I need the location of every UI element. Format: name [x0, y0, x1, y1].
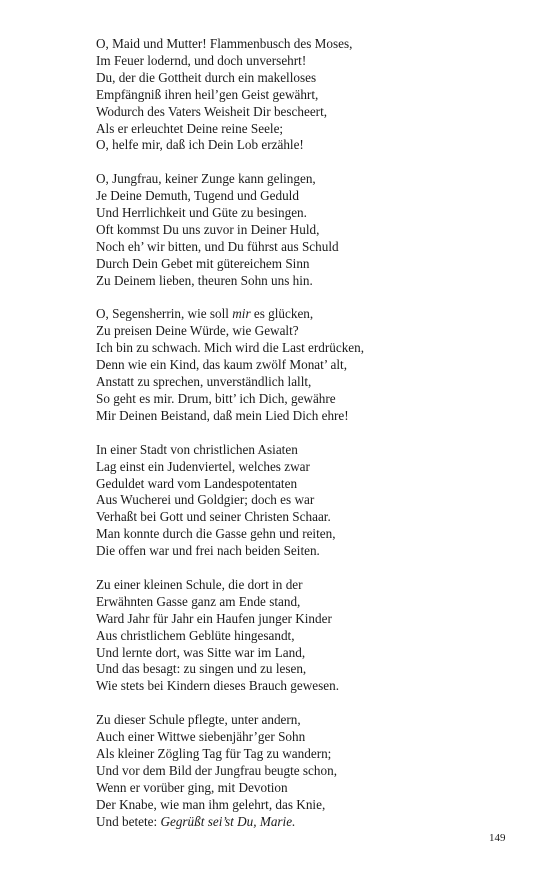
poem-line	[96, 188, 516, 205]
line-text: Empfängniß ihren heil’gen Geist gewährt,	[96, 86, 319, 102]
poem-line	[96, 87, 516, 104]
poem-line	[96, 763, 516, 780]
line-text: Zu einer kleinen Schule, die dort in der	[96, 576, 303, 592]
line-text: Geduldet ward vom Landespotentaten	[96, 475, 298, 491]
poem-line	[96, 408, 516, 425]
poem-line	[96, 104, 516, 121]
poem-line	[96, 594, 516, 611]
poem-text	[96, 36, 516, 831]
poem-line	[96, 53, 516, 70]
poem-line	[96, 340, 516, 357]
poem-line	[96, 171, 516, 188]
poem-line	[96, 780, 516, 797]
poem-line	[96, 492, 516, 509]
line-text: O, Jungfrau, keiner Zunge kann gelingen,	[96, 171, 316, 187]
page-number: 149	[489, 832, 506, 844]
poem-line	[96, 306, 516, 323]
line-text: So geht es mir. Drum, bitt’ ich Dich, gewähre	[96, 391, 336, 406]
line-text: In einer Stadt von christlichen Asiaten	[96, 441, 298, 457]
line-text: Aus Wucherei und Goldgier; doch es war	[96, 492, 315, 508]
line-text: Als er erleuchtet Deine reine Seele;	[96, 120, 284, 136]
poem-line	[96, 256, 516, 273]
line-text: Aus christlichem Geblüte hingesandt,	[96, 627, 295, 643]
poem-line	[96, 442, 516, 459]
poem-line	[96, 205, 516, 222]
poem-line	[96, 577, 516, 594]
line-text: O, Segensherrin, wie soll	[96, 306, 233, 322]
poem-line	[96, 323, 516, 340]
line-text: Zu preisen Deine Würde, wie Gewalt?	[96, 323, 299, 339]
poem-line	[96, 222, 516, 239]
line-text: Denn wie ein Kind, das kaum zwölf Monat’ alt,	[96, 357, 347, 373]
stanza	[96, 36, 516, 154]
poem-line	[96, 678, 516, 695]
line-text: Der Knabe, wie man ihm gelehrt, das Knie,	[96, 796, 326, 812]
poem-line	[96, 661, 516, 678]
line-text: Als kleiner Zögling Tag für Tag zu wandern;	[96, 745, 332, 761]
stanza	[96, 712, 516, 830]
poem-line	[96, 543, 516, 560]
stanza	[96, 171, 516, 289]
poem-line	[96, 36, 516, 53]
poem-line	[96, 611, 516, 628]
line-text: Und lernte dort, was Sitte war im Land,	[96, 644, 306, 660]
poem-line	[96, 814, 516, 831]
line-text: Ward Jahr für Jahr ein Haufen junger Kinder	[96, 610, 332, 626]
italic-text: Gegrüßt sei’st Du, Marie.	[160, 813, 296, 829]
line-text: Auch einer Wittwe siebenjähr’ger Sohn	[96, 729, 306, 745]
line-text: Im Feuer lodernd, und doch unversehrt!	[96, 52, 307, 68]
poem-line	[96, 239, 516, 256]
italic-text: mir	[232, 306, 251, 322]
line-text: Zu Deinem lieben, theuren Sohn uns hin.	[96, 272, 313, 288]
poem-line	[96, 797, 516, 814]
line-text: Du, der die Gottheit durch ein makelloses	[96, 69, 317, 85]
line-text: O, helfe mir, daß ich Dein Lob erzähle!	[96, 137, 304, 153]
poem-line	[96, 509, 516, 526]
line-text: Und Herrlichkeit und Güte zu besingen.	[96, 205, 307, 221]
line-text: Mir Deinen Beistand, daß mein Lied Dich ehre!	[96, 407, 349, 423]
line-text: Und betete:	[96, 813, 161, 829]
line-text: Lag einst ein Judenviertel, welches zwar	[96, 458, 310, 474]
poem-line	[96, 645, 516, 662]
line-text: Verhaßt bei Gott und seiner Christen Schaar.	[96, 509, 331, 525]
line-text: Wodurch des Vaters Weisheit Dir bescheert,	[96, 103, 328, 119]
stanza	[96, 306, 516, 424]
line-text: Je Deine Demuth, Tugend und Geduld	[96, 188, 299, 204]
stanza	[96, 442, 516, 560]
poem-line	[96, 476, 516, 493]
stanza	[96, 577, 516, 695]
line-text: Durch Dein Gebet mit gütereichem Sinn	[96, 255, 310, 271]
line-text: Anstatt zu sprechen, unverständlich lallt,	[96, 374, 312, 390]
line-text: Die offen war und frei nach beiden Seiten.	[96, 543, 320, 559]
line-text: O, Maid und Mutter! Flammenbusch des Moses,	[96, 36, 353, 51]
poem-line	[96, 374, 516, 391]
poem-line	[96, 712, 516, 729]
line-text: Man konnte durch die Gasse gehn und reiten,	[96, 526, 336, 542]
poem-line	[96, 746, 516, 763]
line-text: Wie stets bei Kindern dieses Brauch gewesen.	[96, 678, 339, 694]
line-text: Und das besagt: zu singen und zu lesen,	[96, 661, 307, 677]
poem-line	[96, 121, 516, 138]
poem-line	[96, 357, 516, 374]
poem-line	[96, 137, 516, 154]
poem-line	[96, 628, 516, 645]
line-text: Zu dieser Schule pflegte, unter andern,	[96, 712, 301, 728]
line-text: Ich bin zu schwach. Mich wird die Last erdrücken,	[96, 340, 365, 356]
line-text: Und vor dem Bild der Jungfrau beugte schon,	[96, 762, 337, 778]
line-text: es glücken,	[250, 306, 314, 322]
poem-line	[96, 459, 516, 476]
poem-line	[96, 729, 516, 746]
line-text: Oft kommst Du uns zuvor in Deiner Huld,	[96, 221, 320, 237]
poem-line	[96, 273, 516, 290]
line-text: Wenn er vorüber ging, mit Devotion	[96, 779, 288, 795]
poem-line	[96, 391, 516, 408]
line-text: Noch eh’ wir bitten, und Du führst aus Schuld	[96, 238, 339, 254]
poem-line	[96, 70, 516, 87]
poem-line	[96, 526, 516, 543]
line-text: Erwähnten Gasse ganz am Ende stand,	[96, 593, 301, 609]
